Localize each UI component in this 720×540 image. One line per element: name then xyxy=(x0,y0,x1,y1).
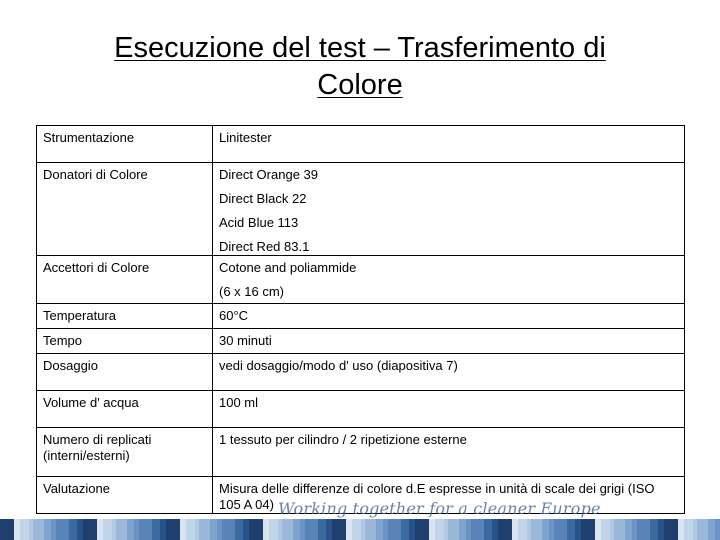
footer-stripe xyxy=(166,519,180,540)
footer-stripe xyxy=(715,519,720,540)
footer-stripe xyxy=(567,519,575,540)
footer-stripe xyxy=(684,519,693,540)
footer-stripe xyxy=(664,519,678,540)
slide-title-line-1: Esecuzione del test – Trasferimento di xyxy=(114,32,606,64)
footer-stripe xyxy=(365,519,376,540)
footer-stripe xyxy=(116,519,127,540)
footer-stripe xyxy=(83,519,97,540)
footer-stripe xyxy=(448,519,459,540)
row-value-line: Linitester xyxy=(219,130,272,145)
row-value xyxy=(213,163,685,256)
table-row xyxy=(37,304,685,329)
footer-stripe xyxy=(554,519,567,540)
footer-stripe xyxy=(498,519,512,540)
footer-slogan: Working together for a cleaner Europe xyxy=(278,499,601,518)
row-value-line: vedi dosaggio/modo d' uso (diapositiva 7) xyxy=(219,358,458,373)
footer-stripe xyxy=(139,519,152,540)
table-row xyxy=(37,256,685,304)
row-value xyxy=(213,428,685,477)
row-label: Strumentazione xyxy=(37,126,213,163)
footer-color-strip xyxy=(0,519,720,540)
row-value-line: 30 minuti xyxy=(219,333,272,348)
footer-stripe xyxy=(471,519,484,540)
footer-stripe xyxy=(697,519,708,540)
row-label: Valutazione xyxy=(37,477,213,514)
footer-stripe xyxy=(293,519,300,540)
row-value-line: 60°C xyxy=(219,308,249,323)
slide-title xyxy=(40,30,680,104)
table-row xyxy=(37,163,685,256)
footer-stripe xyxy=(376,519,383,540)
row-value xyxy=(213,329,685,354)
footer-stripe xyxy=(0,519,14,540)
footer-stripe xyxy=(282,519,293,540)
table-row xyxy=(37,428,685,477)
table-row xyxy=(37,354,685,391)
footer-stripe xyxy=(199,519,210,540)
footer-stripe xyxy=(650,519,658,540)
footer-stripe xyxy=(401,519,409,540)
row-value-line: (6 x 16 cm) xyxy=(219,284,285,299)
row-value-line: Acid Blue 113 xyxy=(219,215,299,230)
footer-stripe xyxy=(318,519,326,540)
footer-stripe xyxy=(332,519,346,540)
footer-stripe xyxy=(127,519,134,540)
footer-stripe xyxy=(459,519,466,540)
footer-stripe xyxy=(484,519,492,540)
table-row xyxy=(37,329,685,354)
footer-stripe xyxy=(581,519,595,540)
footer-stripe xyxy=(352,519,361,540)
footer-stripe xyxy=(542,519,549,540)
row-value-line: 1 tessuto per cilindro / 2 ripetizione esterne xyxy=(219,432,467,447)
table-row xyxy=(37,391,685,428)
row-label: Donatori di Colore xyxy=(37,163,213,256)
footer-stripe xyxy=(20,519,29,540)
row-value-line: 100 ml xyxy=(219,395,259,410)
footer-stripe xyxy=(44,519,51,540)
row-value xyxy=(213,354,685,391)
row-value-line: Direct Orange 39 xyxy=(219,167,318,182)
footer-stripe xyxy=(388,519,401,540)
row-value xyxy=(213,256,685,304)
row-value xyxy=(213,391,685,428)
footer-stripe xyxy=(305,519,318,540)
footer-stripe xyxy=(186,519,195,540)
row-label: Tempo xyxy=(37,329,213,354)
footer-stripe xyxy=(531,519,542,540)
footer-stripe xyxy=(222,519,235,540)
table-row xyxy=(37,477,685,514)
row-value xyxy=(213,304,685,329)
footer-stripe xyxy=(249,519,263,540)
footer-stripe xyxy=(56,519,69,540)
footer-stripe xyxy=(637,519,650,540)
footer-stripe xyxy=(235,519,243,540)
footer-stripe xyxy=(69,519,77,540)
row-value-line: Misura delle differenze di colore d.E espresse in unità di scale dei grigi (ISO 105 A 04) xyxy=(219,481,655,512)
row-label: Numero di replicati (interni/esterni) xyxy=(37,428,213,477)
footer-stripe xyxy=(518,519,527,540)
row-value-line: Direct Red 83.1 xyxy=(219,239,310,254)
footer-stripe xyxy=(269,519,278,540)
footer-stripe xyxy=(614,519,625,540)
row-label: Volume d' acqua xyxy=(37,391,213,428)
row-label: Temperatura xyxy=(37,304,213,329)
footer-stripe xyxy=(708,519,715,540)
footer-stripe xyxy=(415,519,429,540)
footer-stripe xyxy=(601,519,610,540)
row-value-line: Direct Black 22 xyxy=(219,191,307,206)
table-row xyxy=(37,126,685,163)
footer-stripe xyxy=(33,519,44,540)
footer-stripe xyxy=(210,519,217,540)
footer-stripe xyxy=(152,519,160,540)
row-value xyxy=(213,477,685,514)
row-label: Dosaggio xyxy=(37,354,213,391)
slide-title-line-2: Colore xyxy=(317,69,403,101)
footer-stripe xyxy=(625,519,632,540)
test-parameters-table xyxy=(36,125,685,514)
row-value xyxy=(213,126,685,163)
row-value-line: Cotone and poliammide xyxy=(219,260,357,275)
footer-stripe xyxy=(435,519,444,540)
footer-stripe xyxy=(103,519,112,540)
row-label: Accettori di Colore xyxy=(37,256,213,304)
